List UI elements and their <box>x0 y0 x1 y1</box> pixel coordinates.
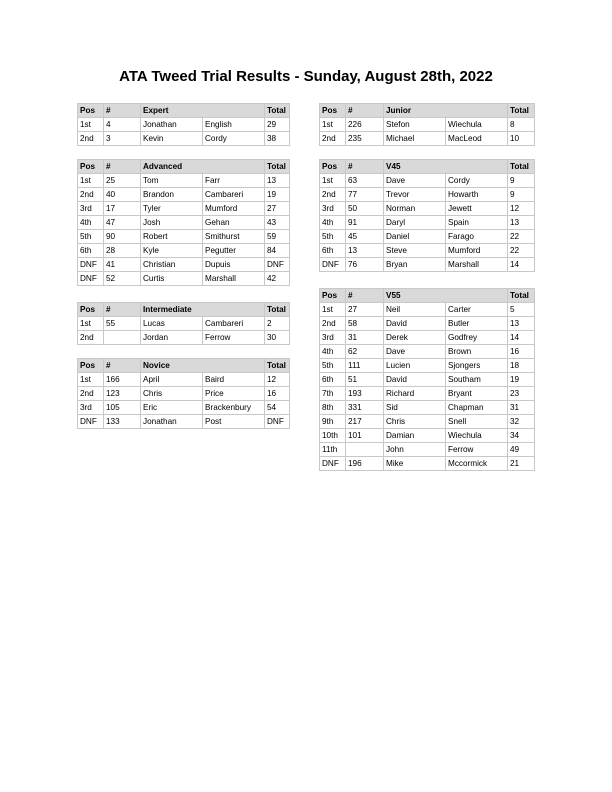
first-name-cell: Brandon <box>141 188 203 202</box>
last-name-cell: Mccormick <box>446 457 508 471</box>
pos-cell: 2nd <box>320 317 346 331</box>
number-cell: 13 <box>346 244 384 258</box>
total-cell: 16 <box>265 387 290 401</box>
junior-results-table <box>319 103 535 146</box>
number-cell: 90 <box>104 230 141 244</box>
last-name-cell: Marshall <box>203 272 265 286</box>
table-row <box>78 230 290 244</box>
last-name-cell: Post <box>203 415 265 429</box>
table-row <box>78 216 290 230</box>
total-cell: 34 <box>508 429 535 443</box>
first-name-cell: Jonathan <box>141 118 203 132</box>
total-cell: 14 <box>508 258 535 272</box>
number-cell: 235 <box>346 132 384 146</box>
first-name-cell: Tyler <box>141 202 203 216</box>
table-row <box>78 415 290 429</box>
number-cell: 51 <box>346 373 384 387</box>
first-name-cell: April <box>141 373 203 387</box>
header-number: # <box>104 359 141 373</box>
last-name-cell: Mumford <box>446 244 508 258</box>
pos-cell: 1st <box>320 118 346 132</box>
header-number: # <box>346 289 384 303</box>
table-row <box>320 429 535 443</box>
last-name-cell: Cordy <box>203 132 265 146</box>
last-name-cell: Southam <box>446 373 508 387</box>
table-row <box>320 331 535 345</box>
pos-cell: 1st <box>78 373 104 387</box>
last-name-cell: Carter <box>446 303 508 317</box>
total-cell: 84 <box>265 244 290 258</box>
table-row <box>320 387 535 401</box>
table-row <box>320 345 535 359</box>
header-class-name: Novice <box>141 359 203 373</box>
number-cell: 76 <box>346 258 384 272</box>
last-name-cell: Mumford <box>203 202 265 216</box>
total-cell: 22 <box>508 244 535 258</box>
total-cell: 49 <box>508 443 535 457</box>
total-cell: 21 <box>508 457 535 471</box>
table-row <box>78 401 290 415</box>
number-cell: 196 <box>346 457 384 471</box>
last-name-cell: Baird <box>203 373 265 387</box>
number-cell: 4 <box>104 118 141 132</box>
table-row <box>78 387 290 401</box>
first-name-cell: Steve <box>384 244 446 258</box>
last-name-cell: Farago <box>446 230 508 244</box>
number-cell: 193 <box>346 387 384 401</box>
total-cell: 9 <box>508 174 535 188</box>
pos-cell: 5th <box>320 359 346 373</box>
total-cell: 18 <box>508 359 535 373</box>
first-name-cell: David <box>384 317 446 331</box>
header-total: Total <box>265 104 290 118</box>
pos-cell: 4th <box>320 216 346 230</box>
last-name-cell: Wiechula <box>446 118 508 132</box>
total-cell: 13 <box>508 317 535 331</box>
v55-results-table <box>319 288 535 471</box>
last-name-cell: Brown <box>446 345 508 359</box>
table-row <box>320 359 535 373</box>
table-row <box>78 258 290 272</box>
total-cell: 19 <box>508 373 535 387</box>
pos-cell: DNF <box>78 258 104 272</box>
total-cell: 59 <box>265 230 290 244</box>
first-name-cell: Mike <box>384 457 446 471</box>
total-cell: 54 <box>265 401 290 415</box>
table-row <box>78 272 290 286</box>
table-row <box>78 244 290 258</box>
expert-results-table <box>77 103 290 146</box>
header-number: # <box>104 160 141 174</box>
total-cell: DNF <box>265 258 290 272</box>
number-cell <box>346 443 384 457</box>
first-name-cell: Chris <box>141 387 203 401</box>
pos-cell: 9th <box>320 415 346 429</box>
intermediate-results-table <box>77 302 290 345</box>
number-cell: 55 <box>104 317 141 331</box>
pos-cell: 1st <box>320 303 346 317</box>
number-cell: 226 <box>346 118 384 132</box>
number-cell: 63 <box>346 174 384 188</box>
number-cell: 217 <box>346 415 384 429</box>
last-name-cell: Jewett <box>446 202 508 216</box>
pos-cell: 2nd <box>320 188 346 202</box>
table-row <box>78 202 290 216</box>
pos-cell: 2nd <box>320 132 346 146</box>
number-cell: 105 <box>104 401 141 415</box>
v45-results-table <box>319 159 535 272</box>
first-name-cell: Tom <box>141 174 203 188</box>
last-name-cell: Farr <box>203 174 265 188</box>
pos-cell: DNF <box>78 415 104 429</box>
pos-cell: 11th <box>320 443 346 457</box>
table-row <box>78 331 290 345</box>
header-total: Total <box>508 160 535 174</box>
table-row <box>320 457 535 471</box>
first-name-cell: Kevin <box>141 132 203 146</box>
pos-cell: 1st <box>78 174 104 188</box>
pos-cell: 8th <box>320 401 346 415</box>
pos-cell: 1st <box>78 317 104 331</box>
number-cell: 58 <box>346 317 384 331</box>
first-name-cell: Dave <box>384 345 446 359</box>
table-header-row <box>320 104 535 118</box>
number-cell: 3 <box>104 132 141 146</box>
total-cell: 31 <box>508 401 535 415</box>
table-row <box>320 174 535 188</box>
total-cell: 42 <box>265 272 290 286</box>
pos-cell: 1st <box>320 174 346 188</box>
last-name-cell: Marshall <box>446 258 508 272</box>
number-cell <box>104 331 141 345</box>
header-class-name: Expert <box>141 104 203 118</box>
last-name-cell: Butler <box>446 317 508 331</box>
pos-cell: DNF <box>78 272 104 286</box>
total-cell: 2 <box>265 317 290 331</box>
table-row <box>320 317 535 331</box>
last-name-cell: Brackenbury <box>203 401 265 415</box>
table-row <box>320 415 535 429</box>
last-name-cell: Bryant <box>446 387 508 401</box>
novice-results-table <box>77 358 290 429</box>
number-cell: 91 <box>346 216 384 230</box>
total-cell: 29 <box>265 118 290 132</box>
last-name-cell: English <box>203 118 265 132</box>
total-cell: 27 <box>265 202 290 216</box>
header-total: Total <box>508 104 535 118</box>
first-name-cell: Bryan <box>384 258 446 272</box>
pos-cell: 3rd <box>320 331 346 345</box>
last-name-cell: Sjongers <box>446 359 508 373</box>
number-cell: 50 <box>346 202 384 216</box>
first-name-cell: Dave <box>384 174 446 188</box>
total-cell: 22 <box>508 230 535 244</box>
first-name-cell: Kyle <box>141 244 203 258</box>
first-name-cell: Jonathan <box>141 415 203 429</box>
header-total: Total <box>508 289 535 303</box>
total-cell: 8 <box>508 118 535 132</box>
table-row <box>320 443 535 457</box>
last-name-cell: Howarth <box>446 188 508 202</box>
table-row <box>320 202 535 216</box>
table-header-row <box>78 160 290 174</box>
number-cell: 77 <box>346 188 384 202</box>
table-header-row <box>320 160 535 174</box>
first-name-cell: Daniel <box>384 230 446 244</box>
number-cell: 166 <box>104 373 141 387</box>
table-row <box>78 118 290 132</box>
total-cell: 13 <box>508 216 535 230</box>
table-row <box>320 132 535 146</box>
header-number: # <box>346 160 384 174</box>
last-name-cell: Spain <box>446 216 508 230</box>
total-cell: DNF <box>265 415 290 429</box>
header-pos: Pos <box>78 160 104 174</box>
header-class-name: V55 <box>384 289 446 303</box>
last-name-cell: Cordy <box>446 174 508 188</box>
header-blank <box>203 303 265 317</box>
table-row <box>320 188 535 202</box>
table-header-row <box>78 359 290 373</box>
number-cell: 47 <box>104 216 141 230</box>
last-name-cell: Price <box>203 387 265 401</box>
last-name-cell: Dupuis <box>203 258 265 272</box>
first-name-cell: Neil <box>384 303 446 317</box>
pos-cell: 7th <box>320 387 346 401</box>
header-blank <box>203 359 265 373</box>
total-cell: 14 <box>508 331 535 345</box>
header-class-name: Intermediate <box>141 303 203 317</box>
header-pos: Pos <box>78 303 104 317</box>
number-cell: 27 <box>346 303 384 317</box>
pos-cell: 10th <box>320 429 346 443</box>
total-cell: 10 <box>508 132 535 146</box>
last-name-cell: Ferrow <box>203 331 265 345</box>
pos-cell: 6th <box>320 244 346 258</box>
header-total: Total <box>265 359 290 373</box>
pos-cell: 3rd <box>78 401 104 415</box>
last-name-cell: Wiechula <box>446 429 508 443</box>
first-name-cell: Norman <box>384 202 446 216</box>
header-blank <box>446 104 508 118</box>
table-row <box>320 373 535 387</box>
header-blank <box>446 160 508 174</box>
first-name-cell: Chris <box>384 415 446 429</box>
table-row <box>78 373 290 387</box>
number-cell: 28 <box>104 244 141 258</box>
number-cell: 123 <box>104 387 141 401</box>
table-header-row <box>78 303 290 317</box>
header-number: # <box>104 104 141 118</box>
header-total: Total <box>265 303 290 317</box>
total-cell: 13 <box>265 174 290 188</box>
pos-cell: DNF <box>320 457 346 471</box>
header-pos: Pos <box>320 104 346 118</box>
page-title: ATA Tweed Trial Results - Sunday, August 28th, 2022 <box>119 68 493 85</box>
first-name-cell: Damian <box>384 429 446 443</box>
table-row <box>78 132 290 146</box>
pos-cell: 2nd <box>78 132 104 146</box>
header-number: # <box>104 303 141 317</box>
pos-cell: 3rd <box>320 202 346 216</box>
total-cell: 9 <box>508 188 535 202</box>
header-pos: Pos <box>320 289 346 303</box>
number-cell: 45 <box>346 230 384 244</box>
number-cell: 41 <box>104 258 141 272</box>
pos-cell: 2nd <box>78 331 104 345</box>
pos-cell: DNF <box>320 258 346 272</box>
first-name-cell: Lucas <box>141 317 203 331</box>
header-class-name: Advanced <box>141 160 203 174</box>
total-cell: 30 <box>265 331 290 345</box>
pos-cell: 4th <box>78 216 104 230</box>
advanced-results-table <box>77 159 290 286</box>
first-name-cell: Sid <box>384 401 446 415</box>
last-name-cell: Snell <box>446 415 508 429</box>
first-name-cell: Christian <box>141 258 203 272</box>
last-name-cell: Smithurst <box>203 230 265 244</box>
first-name-cell: Robert <box>141 230 203 244</box>
header-blank <box>203 104 265 118</box>
header-class-name: V45 <box>384 160 446 174</box>
first-name-cell: Stefon <box>384 118 446 132</box>
last-name-cell: Godfrey <box>446 331 508 345</box>
total-cell: 32 <box>508 415 535 429</box>
table-header-row <box>78 104 290 118</box>
number-cell: 25 <box>104 174 141 188</box>
table-row <box>320 216 535 230</box>
pos-cell: 5th <box>78 230 104 244</box>
first-name-cell: Derek <box>384 331 446 345</box>
total-cell: 23 <box>508 387 535 401</box>
last-name-cell: Cambareri <box>203 317 265 331</box>
header-blank <box>446 289 508 303</box>
total-cell: 12 <box>265 373 290 387</box>
number-cell: 331 <box>346 401 384 415</box>
first-name-cell: Michael <box>384 132 446 146</box>
pos-cell: 1st <box>78 118 104 132</box>
last-name-cell: Pegutter <box>203 244 265 258</box>
first-name-cell: Curtis <box>141 272 203 286</box>
total-cell: 19 <box>265 188 290 202</box>
pos-cell: 3rd <box>78 202 104 216</box>
header-pos: Pos <box>78 104 104 118</box>
total-cell: 5 <box>508 303 535 317</box>
first-name-cell: Daryl <box>384 216 446 230</box>
table-row <box>320 258 535 272</box>
header-number: # <box>346 104 384 118</box>
first-name-cell: Trevor <box>384 188 446 202</box>
pos-cell: 6th <box>320 373 346 387</box>
number-cell: 31 <box>346 331 384 345</box>
last-name-cell: MacLeod <box>446 132 508 146</box>
number-cell: 62 <box>346 345 384 359</box>
pos-cell: 2nd <box>78 188 104 202</box>
number-cell: 52 <box>104 272 141 286</box>
total-cell: 16 <box>508 345 535 359</box>
total-cell: 12 <box>508 202 535 216</box>
first-name-cell: Lucien <box>384 359 446 373</box>
table-row <box>320 244 535 258</box>
header-total: Total <box>265 160 290 174</box>
first-name-cell: Eric <box>141 401 203 415</box>
pos-cell: 6th <box>78 244 104 258</box>
number-cell: 40 <box>104 188 141 202</box>
table-row <box>320 303 535 317</box>
last-name-cell: Ferrow <box>446 443 508 457</box>
number-cell: 101 <box>346 429 384 443</box>
table-row <box>320 118 535 132</box>
number-cell: 17 <box>104 202 141 216</box>
pos-cell: 2nd <box>78 387 104 401</box>
total-cell: 43 <box>265 216 290 230</box>
header-pos: Pos <box>320 160 346 174</box>
number-cell: 133 <box>104 415 141 429</box>
first-name-cell: Josh <box>141 216 203 230</box>
first-name-cell: Jordan <box>141 331 203 345</box>
first-name-cell: David <box>384 373 446 387</box>
table-header-row <box>320 289 535 303</box>
table-row <box>320 401 535 415</box>
table-row <box>78 317 290 331</box>
number-cell: 111 <box>346 359 384 373</box>
last-name-cell: Chapman <box>446 401 508 415</box>
last-name-cell: Gehan <box>203 216 265 230</box>
first-name-cell: Richard <box>384 387 446 401</box>
table-row <box>78 188 290 202</box>
header-pos: Pos <box>78 359 104 373</box>
pos-cell: 5th <box>320 230 346 244</box>
table-row <box>320 230 535 244</box>
first-name-cell: John <box>384 443 446 457</box>
total-cell: 38 <box>265 132 290 146</box>
pos-cell: 4th <box>320 345 346 359</box>
header-class-name: Junior <box>384 104 446 118</box>
last-name-cell: Cambareri <box>203 188 265 202</box>
header-blank <box>203 160 265 174</box>
table-row <box>78 174 290 188</box>
